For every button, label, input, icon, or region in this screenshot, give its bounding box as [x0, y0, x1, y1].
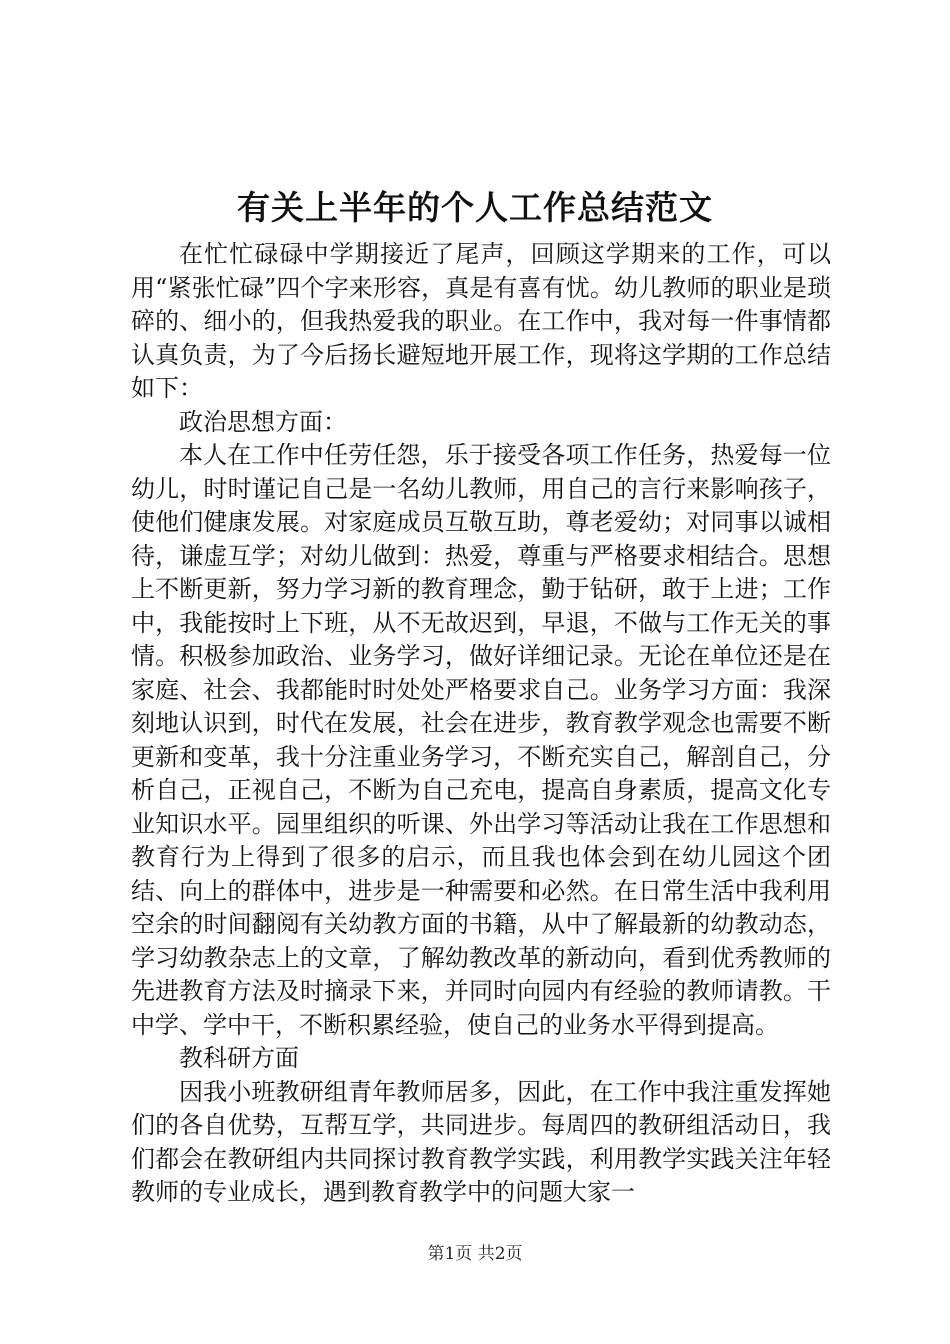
section-heading-research: 教科研方面 — [179, 1044, 299, 1072]
document-body — [131, 238, 831, 1210]
page-footer: 第1页 共2页 — [427, 1244, 523, 1264]
document-title: 有关上半年的个人工作总结范文 — [237, 188, 713, 227]
section-heading-politics: 政治思想方面： — [179, 407, 347, 436]
intro-paragraph: 在忙忙碌碌中学期接近了尾声，回顾这学期来的工作，可以用“紧张忙碌”四个字来形容，真是有喜有忧。幼儿教师的职业是琐碎的、细小的，但我热爱我的职业。在工作中，我对每一件事情都认真负责，为了今后扬长避短地开展工作，现将这学期的工作总结如下： — [131, 240, 831, 402]
politics-paragraph: 本人在工作中任劳任怨，乐于接受各项工作任务，热爱每一位幼儿，时时谨记自己是一名幼儿教师，用自己的言行来影响孩子，使他们健康发展。对家庭成员互敬互助，尊老爱幼；对同事以诚相待，谦虚互学；对幼儿做到：热爱，尊重与严格要求相结合。思想上不断更新，努力学习新的教育理念，勤于钻研，敢于上进；工作中，我能按时上下班，从不无故迟到，早退，不做与工作无关的事情。积极参加政治、业务学习，做好详细记录。无论在单位还是在家庭、社会、我都能时时处处严格要求自己。业务学习方面：我深刻地认识到，时代在发展，社会在进步，教育教学观念也需要不断更新和变革，我十分注重业务学习，不断充实自己，解剖自己，分析自己，正视自己，不断为自己充电，提高自身素质，提高文化专业知识水平。园里组织的听课、外出学习等活动让我在工作思想和教育行为上得到了很多的启示，而且我也体会到在幼儿园这个团结、向上的群体中，进步是一种需要和必然。在日常生活中我利用空余的时间翻阅有关幼教方面的书籍，从中了解最新的幼教动态，学习幼教杂志上的文章，了解幼教改革的新动向，看到优秀教师的先进教育方法及时摘录下来，并同时向园内有经验的教师请教。干中学、学中干，不断积累经验，使自己的业务水平得到提高。 — [131, 441, 831, 1039]
research-paragraph: 因我小班教研组青年教师居多，因此，在工作中我注重发挥她们的各自优势，互帮互学，共同进步。每周四的教研组活动日，我们都会在教研组内共同探讨教育教学实践，利用教学实践关注年轻教师的专业成长，遇到教育教学中的问题大家一 — [131, 1077, 831, 1206]
